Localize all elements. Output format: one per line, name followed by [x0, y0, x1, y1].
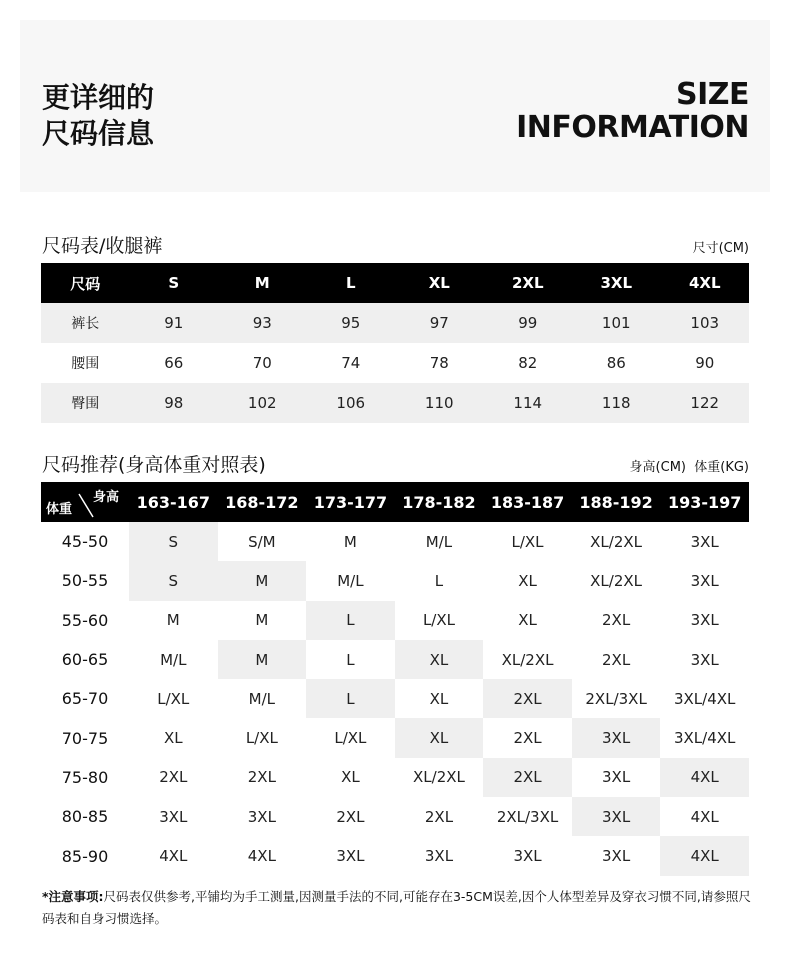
size-recommendation: M — [166, 611, 180, 630]
size-recommendation: 3XL — [336, 847, 365, 866]
height-header: 163-167 — [129, 482, 218, 522]
size-recommendation: L/XL — [157, 689, 190, 708]
corner-cell — [41, 482, 129, 522]
size-recommendation: 2XL — [247, 768, 276, 787]
size-recommendation: 2XL — [159, 768, 188, 787]
measure-value: 106 — [307, 383, 396, 423]
size-recommendation: 2XL — [602, 650, 631, 669]
size-recommendation: 3XL — [690, 611, 719, 630]
size-col-header: S — [130, 263, 219, 303]
size-recommendation: L — [434, 571, 444, 590]
measure-value: 95 — [307, 303, 396, 343]
size-recommendation: XL — [163, 729, 183, 748]
measure-value: 70 — [252, 354, 272, 372]
table-row — [41, 561, 749, 600]
size-col-header: 3XL — [572, 263, 661, 303]
size-recommendation: L/XL — [334, 729, 367, 748]
measure-label: 腰围 — [71, 356, 100, 372]
table-row — [41, 601, 749, 640]
size-recommendation: 3XL — [602, 847, 631, 866]
size-recommendation: M — [218, 640, 307, 679]
size-recommendation: M — [343, 532, 357, 551]
size-recommendation: XL — [395, 640, 484, 679]
rec-table-header — [41, 482, 749, 522]
table-row — [41, 640, 749, 679]
size-col-header: L — [307, 263, 396, 303]
table-row — [41, 522, 749, 561]
height-header: 193-197 — [660, 482, 749, 522]
size-recommendation: 4XL — [247, 847, 276, 866]
height-header: 183-187 — [483, 482, 572, 522]
size-col-header: M — [218, 263, 307, 303]
size-recommendation: S — [129, 522, 218, 561]
measure-label: 裤长 — [41, 303, 130, 343]
size-recommendation: M/L — [160, 650, 187, 669]
size-recommendation: L/XL — [245, 729, 278, 748]
size-recommendation: XL/2XL — [501, 650, 554, 669]
size-recommendation: 3XL — [424, 847, 454, 866]
measure-value: 93 — [218, 303, 307, 343]
size-recommendation: XL — [429, 689, 449, 708]
size-recommendation: XL/2XL — [590, 532, 643, 551]
size-recommendation: L/XL — [422, 611, 455, 630]
cn-title — [42, 80, 154, 152]
size-recommendation: 4XL — [690, 807, 719, 826]
measure-value: 78 — [429, 354, 449, 372]
size-recommendation: L — [306, 601, 395, 640]
table-row — [41, 303, 749, 343]
table-row — [41, 758, 749, 797]
measure-value: 118 — [572, 383, 661, 423]
measure-value: 99 — [484, 303, 573, 343]
size-recommendation: M/L — [248, 689, 276, 708]
weight-label: 50-55 — [61, 571, 109, 591]
rec-table-title: 尺码推荐(身高体重对照表) — [42, 454, 266, 476]
en-title-line2: INFORMATION — [516, 110, 749, 145]
size-recommendation: L — [306, 679, 395, 718]
size-recommendation: 2XL — [336, 807, 365, 826]
measure-value: 102 — [218, 383, 307, 423]
size-recommendation: 4XL — [159, 847, 188, 866]
size-recommendation: 3XL — [690, 650, 719, 669]
size-recommendation: 2XL — [602, 611, 631, 630]
weight-label: 85-90 — [61, 846, 109, 866]
size-col-header: 尺码 — [41, 263, 130, 303]
weight-label: 70-75 — [61, 728, 109, 748]
size-recommendation: 3XL/4XL — [673, 689, 736, 708]
size-col-header: 4XL — [661, 263, 750, 303]
size-recommendation: 3XL — [159, 807, 188, 826]
measure-value: 86 — [606, 354, 626, 372]
size-recommendation: L — [346, 650, 355, 669]
size-recommendation: 3XL — [572, 718, 661, 757]
measure-value: 98 — [130, 383, 219, 423]
table-row — [41, 718, 749, 757]
size-recommendation: XL — [518, 611, 537, 630]
size-recommendation: 3XL — [247, 807, 276, 826]
measure-value: 90 — [695, 354, 715, 372]
size-recommendation: 2XL — [513, 729, 542, 748]
size-recommendation: M — [218, 561, 307, 600]
size-recommendation: 3XL — [513, 847, 542, 866]
weight-label: 55-60 — [61, 610, 109, 630]
size-recommendation: S/M — [248, 532, 276, 551]
measure-value: 114 — [484, 383, 573, 423]
weight-label: 65-70 — [61, 689, 109, 709]
size-col-header: XL — [395, 263, 484, 303]
size-recommendation: 3XL — [690, 571, 719, 590]
height-header: 168-172 — [218, 482, 307, 522]
size-recommendation: XL/2XL — [590, 571, 643, 590]
measure-value: 91 — [130, 303, 219, 343]
table-row — [41, 797, 749, 836]
size-recommendation: XL — [518, 571, 537, 590]
en-title-line1: SIZE — [675, 77, 749, 112]
table-row — [41, 383, 749, 423]
measure-value: 110 — [395, 383, 484, 423]
measure-label: 臀围 — [41, 383, 130, 423]
size-recommendation: 4XL — [660, 758, 749, 797]
size-recommendation: XL/2XL — [413, 768, 465, 787]
table-row — [41, 836, 749, 875]
weight-label: 60-65 — [61, 650, 109, 670]
size-recommendation: L/XL — [511, 532, 544, 551]
size-table — [41, 263, 749, 423]
header-banner — [20, 20, 770, 192]
measure-value: 101 — [572, 303, 661, 343]
weight-label: 45-50 — [61, 532, 109, 552]
size-recommendation: XL — [341, 768, 360, 787]
corner-height-label: 身高 — [92, 490, 119, 505]
measure-value: 122 — [661, 383, 750, 423]
recommendation-table — [41, 482, 749, 876]
measure-value: 74 — [341, 354, 361, 372]
rec-table-unit — [630, 456, 749, 475]
weight-label: 80-85 — [61, 807, 109, 827]
size-recommendation: 4XL — [660, 836, 749, 875]
height-header: 188-192 — [572, 482, 661, 522]
size-recommendation: 3XL — [602, 768, 631, 787]
note-text: 尺码表仅供参考,平铺均为手工测量,因测量手法的不同,可能存在3-5CM误差,因个人体型差异及穿衣习惯不同,请参照尺码表和自身习惯选择。 — [42, 889, 751, 926]
table-row — [41, 343, 749, 383]
size-recommendation: 2XL/3XL — [585, 689, 647, 708]
size-recommendation: M/L — [337, 571, 364, 590]
size-table-unit: 尺寸(CM) — [692, 241, 749, 256]
rec-unit-height: 身高(CM) — [629, 460, 686, 475]
size-recommendation: XL — [395, 718, 484, 757]
size-recommendation: M/L — [425, 532, 453, 551]
measure-value: 82 — [518, 354, 538, 372]
table-row — [41, 679, 749, 718]
measure-value: 97 — [395, 303, 484, 343]
size-col-header: 2XL — [484, 263, 573, 303]
size-recommendation: M — [255, 611, 269, 630]
size-recommendation: 3XL — [572, 797, 661, 836]
weight-label: 75-80 — [61, 767, 109, 787]
measure-value: 66 — [164, 354, 184, 372]
note — [42, 886, 754, 930]
en-title — [516, 78, 749, 144]
size-recommendation: 3XL — [690, 532, 719, 551]
size-table-title: 尺码表/收腿裤 — [42, 235, 163, 257]
size-recommendation: 3XL/4XL — [673, 729, 736, 748]
size-recommendation: 2XL — [424, 807, 454, 826]
size-recommendation: 2XL/3XL — [496, 807, 559, 826]
cn-title-line2: 尺码信息 — [42, 117, 155, 150]
height-header: 178-182 — [395, 482, 484, 522]
size-table-header — [41, 263, 749, 303]
corner-weight-label: 体重 — [46, 502, 73, 517]
size-recommendation: 2XL — [483, 758, 572, 797]
size-recommendation: 2XL — [483, 679, 572, 718]
cn-title-line1: 更详细的 — [42, 81, 155, 114]
measure-value: 103 — [661, 303, 750, 343]
rec-unit-weight: 体重(KG) — [694, 460, 749, 475]
note-label: *注意事项: — [42, 889, 104, 904]
size-recommendation: S — [129, 561, 218, 600]
height-header: 173-177 — [306, 482, 395, 522]
